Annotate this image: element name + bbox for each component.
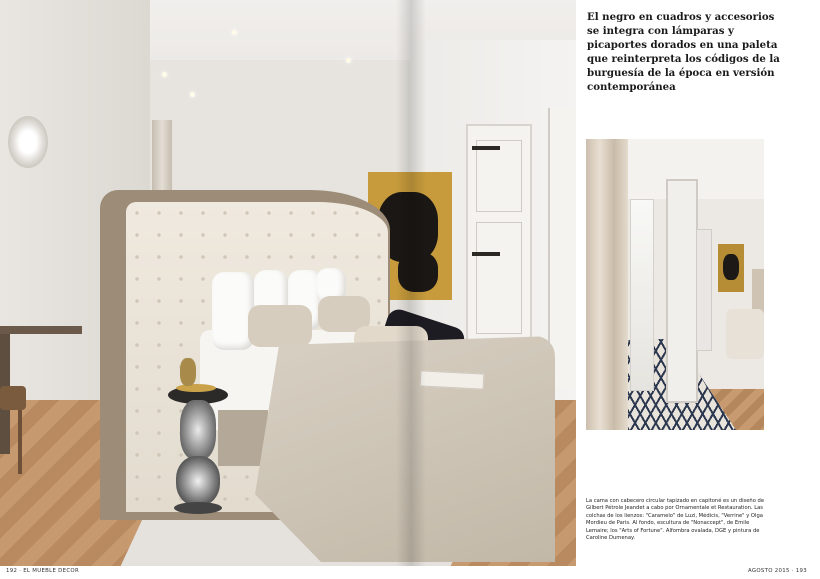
cushion — [248, 305, 312, 347]
teapot — [180, 358, 196, 386]
bed — [726, 309, 764, 359]
ceiling-light — [190, 92, 195, 97]
gold-tray — [176, 384, 216, 392]
photo-caption: La cama con cabecero circular tapizado en capitoné es un diseño de Gilbert Pétrole Jeandet a cabo por Ornamentale et Restauration. Las colchas de los lienzos: "Caramelo" de Luzi, Médicis, "Verrine" y Olga Mordieu de Paris. Al fondo, escultura de "Nonaccept", de Emile Lemaire; los "Arts of Fortune". Alfombra ovalada, DGE y pintura de Caroline Dumenay. — [586, 498, 765, 542]
desk — [0, 326, 82, 334]
footer-strip — [0, 566, 820, 579]
side-table — [168, 386, 228, 526]
ceiling-light — [232, 30, 237, 35]
headline: El negro en cuadros y accesorios se integra con lámparas y picaportes dorados en una paleta que reinterpreta los códigos de la burguesía de la época en versión contemporánea — [587, 11, 780, 93]
chair-leg — [18, 410, 22, 474]
chair — [0, 386, 26, 410]
abstract-painting — [718, 244, 744, 292]
wall-sconce — [8, 116, 48, 168]
ceiling-light — [162, 72, 167, 77]
footer-right-folio: AGOSTO 2015 · 193 — [748, 568, 807, 574]
door — [696, 229, 712, 351]
window — [630, 199, 654, 391]
hallway-photo — [586, 139, 764, 430]
book — [420, 370, 485, 389]
curtain — [586, 139, 628, 430]
curtain — [152, 120, 172, 200]
ceiling-light — [346, 58, 351, 63]
page-fold — [396, 0, 426, 566]
door — [666, 179, 698, 403]
footer-left-folio: 192 · EL MUEBLE DECOR — [6, 568, 79, 574]
paneled-door — [466, 124, 532, 348]
